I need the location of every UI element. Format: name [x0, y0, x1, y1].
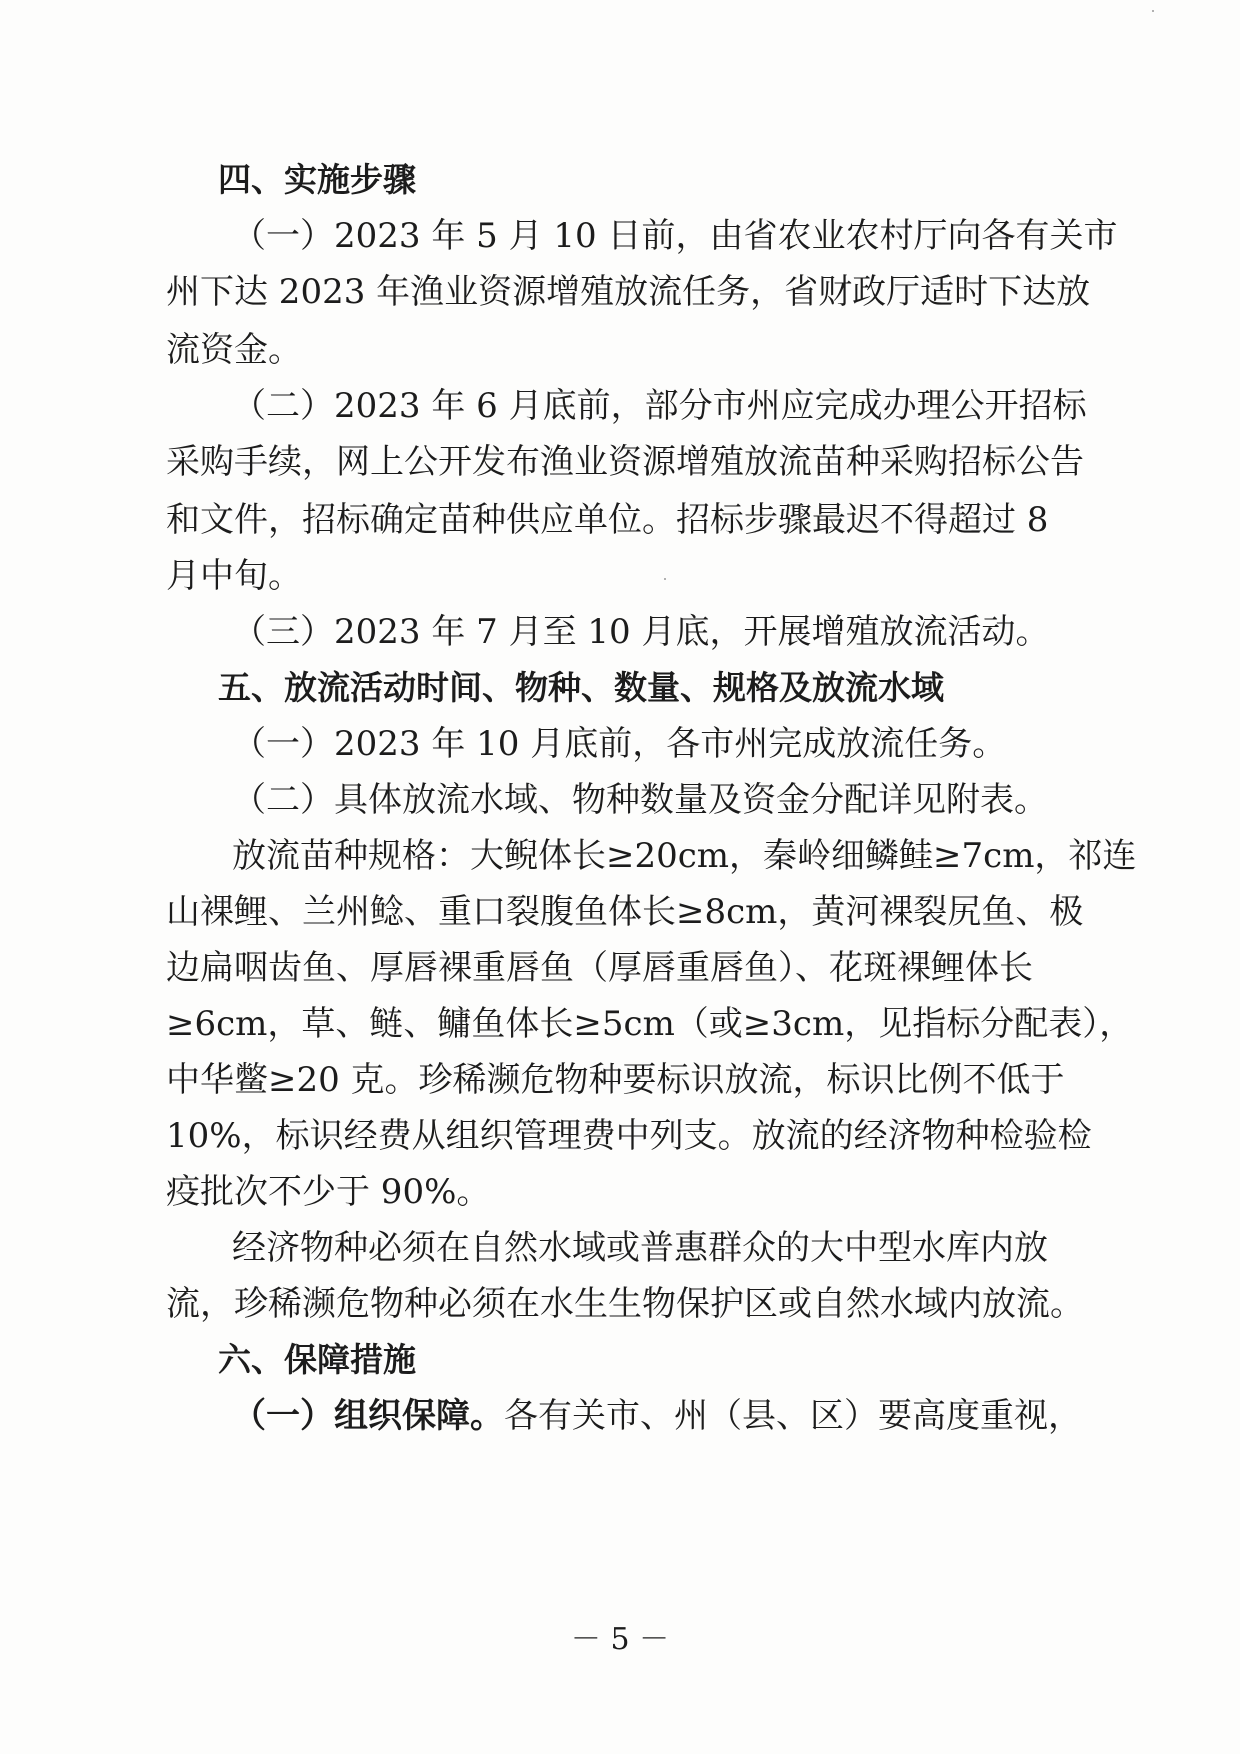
release-paragraph-line-1: 经济物种必须在自然水域或普惠群众的大中型水库内放 — [232, 1228, 1048, 1268]
organization-guarantee-text: 各有关市、州（县、区）要高度重视， — [504, 1396, 1082, 1436]
section-4-item-1-line-3: 流资金。 — [166, 330, 302, 370]
scan-speck — [664, 578, 666, 580]
spec-paragraph-line-6: 10%，标识经费从组织管理费中列支。放流的经济物种检验检 — [166, 1116, 1092, 1156]
spec-paragraph-line-5: 中华鳖≥20 克。珍稀濒危物种要标识放流，标识比例不低于 — [166, 1060, 1065, 1100]
section-4-title: 四、实施步骤 — [218, 160, 416, 199]
section-6-title: 六、保障措施 — [218, 1340, 416, 1379]
spec-paragraph-line-3: 边扁咽齿鱼、厚唇裸重唇鱼（厚唇重唇鱼）、花斑裸鲤体长 — [166, 948, 1033, 988]
section-4-item-1-line-1: （一）2023 年 5 月 10 日前，由省农业农村厅向各有关市 — [232, 216, 1118, 256]
organization-guarantee-label: （一）组织保障。 — [232, 1396, 504, 1436]
section-5-item-1-line-1: （一）2023 年 10 月底前，各市州完成放流任务。 — [232, 724, 1007, 764]
section-4-item-1-line-2: 州下达 2023 年渔业资源增殖放流任务，省财政厅适时下达放 — [166, 272, 1091, 312]
section-4-item-2-line-3: 和文件，招标确定苗种供应单位。招标步骤最迟不得超过 8 — [166, 500, 1049, 540]
release-paragraph-line-2: 流，珍稀濒危物种必须在水生生物保护区或自然水域内放流。 — [166, 1284, 1084, 1324]
scan-speck — [1152, 10, 1154, 12]
spec-paragraph-line-1: 放流苗种规格：大鲵体长≥20cm，秦岭细鳞鲑≥7cm，祁连 — [232, 836, 1137, 876]
spec-paragraph-line-7: 疫批次不少于 90%。 — [166, 1172, 491, 1212]
section-6-item-1-line-1 — [232, 1396, 1082, 1436]
section-4-item-2-line-2: 采购手续，网上公开发布渔业资源增殖放流苗种采购招标公告 — [166, 442, 1084, 482]
page-number: － 5 － — [570, 1622, 670, 1657]
section-4-item-2-line-4: 月中旬。 — [166, 556, 302, 596]
spec-paragraph-line-2: 山裸鲤、兰州鲶、重口裂腹鱼体长≥8cm，黄河裸裂尻鱼、极 — [166, 892, 1084, 932]
section-5-item-2-line-1: （二）具体放流水域、物种数量及资金分配详见附表。 — [232, 780, 1048, 820]
section-5-title: 五、放流活动时间、物种、数量、规格及放流水域 — [218, 668, 944, 707]
spec-paragraph-line-4: ≥6cm，草、鲢、鳙鱼体长≥5cm（或≥3cm，见指标分配表）， — [166, 1004, 1134, 1044]
section-4-item-2-line-1: （二）2023 年 6 月底前，部分市州应完成办理公开招标 — [232, 386, 1087, 426]
section-4-item-3-line-1: （三）2023 年 7 月至 10 月底，开展增殖放流活动。 — [232, 612, 1050, 652]
